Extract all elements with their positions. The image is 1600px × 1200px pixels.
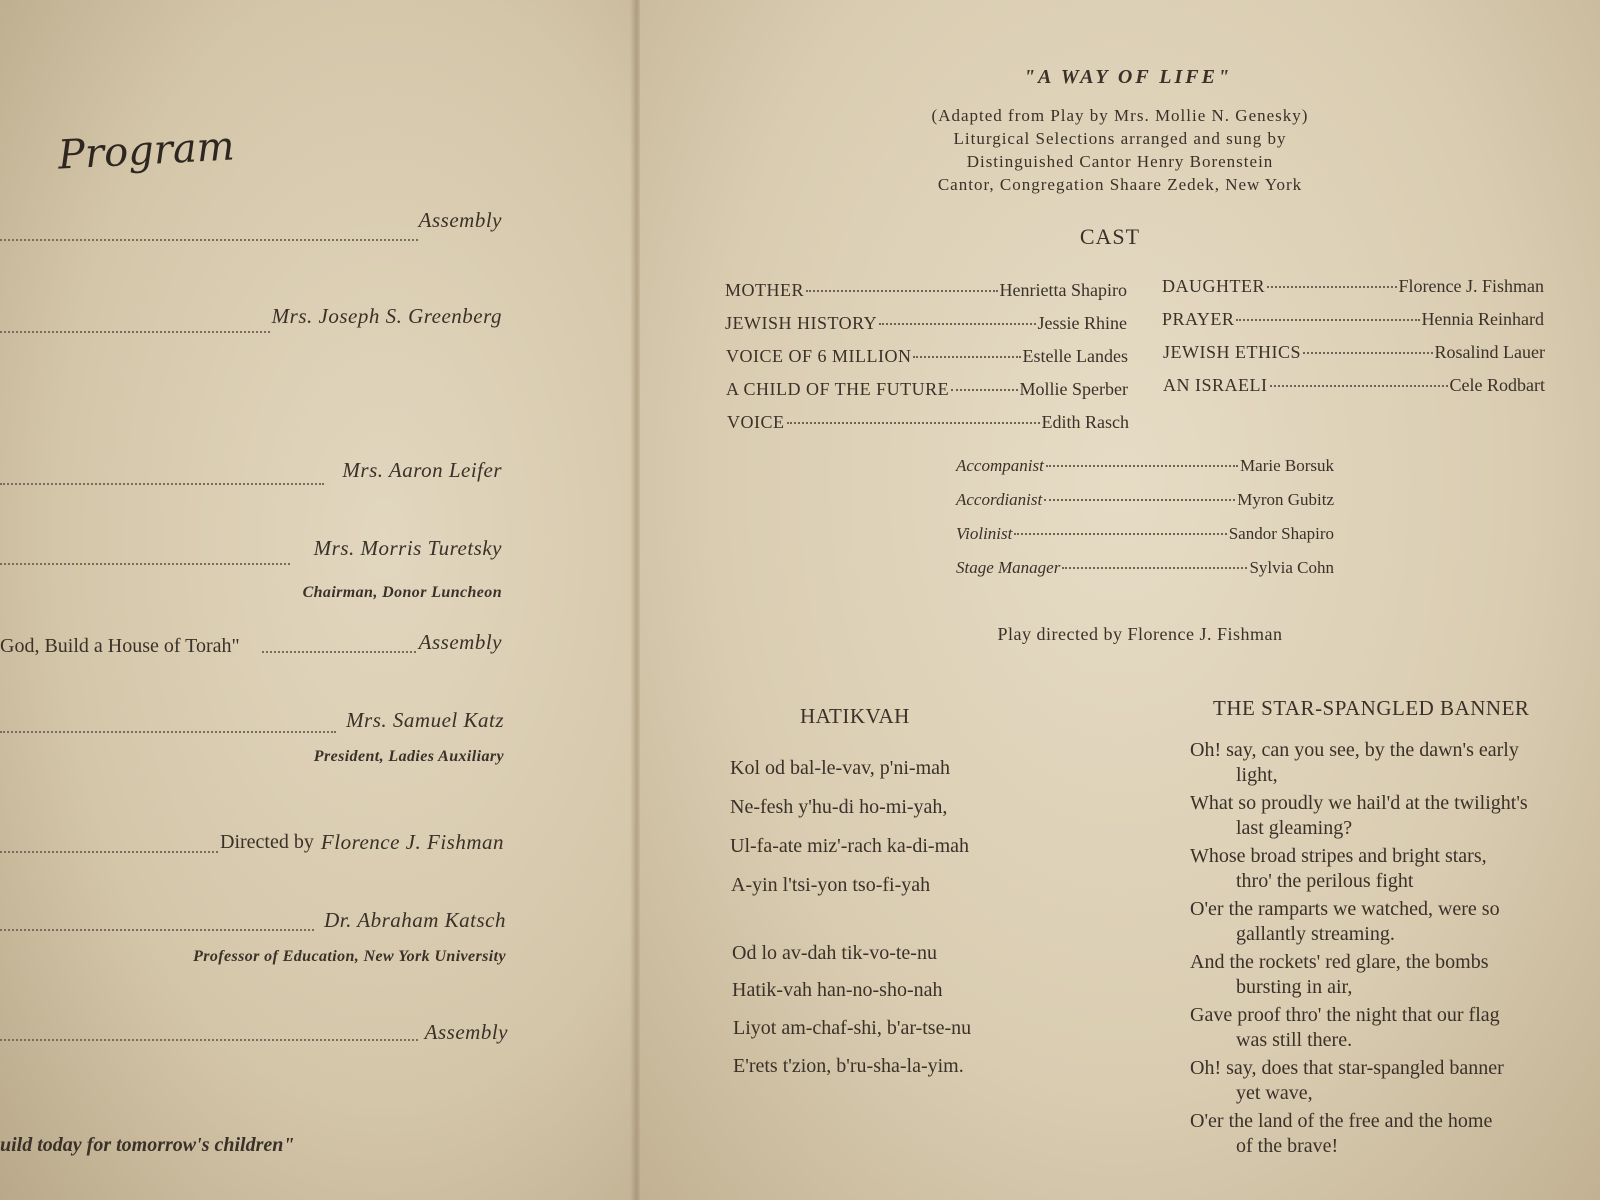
crew-entry: [956, 558, 1334, 578]
hatikvah-title: HATIKVAH: [800, 704, 910, 728]
footer-quote: uild today for tomorrow's children": [0, 1134, 295, 1156]
crew-role: Accompanist: [956, 456, 1044, 475]
leader-dots: [1014, 533, 1226, 535]
leader-dots: [806, 290, 998, 292]
anthem-line: last gleaming?: [1236, 817, 1353, 839]
credit-line: Liturgical Selections arranged and sung by: [953, 129, 1287, 148]
anthem-lyrics: [1190, 738, 1572, 1159]
cast-role: VOICE OF 6 MILLION: [726, 346, 912, 366]
cast-name: Jessie Rhine: [1037, 313, 1127, 333]
program-performer: Mrs. Joseph S. Greenberg: [271, 304, 502, 328]
crew-role: Violinist: [956, 524, 1013, 543]
leader-dots: [1062, 567, 1247, 569]
credit-line: Distinguished Cantor Henry Borenstein: [966, 152, 1274, 171]
play-title: "A WAY OF LIFE": [1023, 66, 1233, 88]
program-subtitle: President, Ladies Auxiliary: [313, 748, 504, 765]
hatikvah-line: E'rets t'zion, b'ru-sha-la-yim.: [733, 1055, 964, 1077]
leader-dots: [0, 330, 270, 333]
anthem-line: And the rockets' red glare, the bombs: [1190, 951, 1489, 973]
leader-dots: [879, 323, 1035, 325]
cast-name: Mollie Sperber: [1019, 379, 1128, 399]
credits-block: [860, 104, 1380, 196]
leader-dots: [0, 850, 218, 853]
cast-entry: [1162, 276, 1544, 297]
anthem-line: O'er the land of the free and the home: [1190, 1110, 1493, 1132]
anthem-line: yet wave,: [1236, 1082, 1313, 1104]
leader-dots: [1044, 499, 1235, 501]
hatikvah-line: Hatik-vah han-no-sho-nah: [732, 979, 943, 1001]
cast-entry: [1163, 375, 1545, 396]
program-performer: Mrs. Aaron Leifer: [342, 458, 502, 482]
anthem-line: Gave proof thro' the night that our flag: [1190, 1004, 1500, 1026]
program-title: God, Build a House of Torah": [0, 635, 240, 657]
crew-role: Stage Manager: [956, 558, 1061, 577]
anthem-line: was still there.: [1236, 1029, 1353, 1051]
program-performer: Mrs. Samuel Katz: [346, 708, 504, 732]
anthem-line: O'er the ramparts we watched, were so: [1190, 898, 1500, 920]
crew-entry: [956, 490, 1334, 510]
leader-dots: [0, 928, 314, 931]
leader-dots: [913, 356, 1020, 358]
credit-line: Cantor, Congregation Shaare Zedek, New York: [937, 175, 1303, 194]
cast-name: Rosalind Lauer: [1434, 342, 1545, 362]
leader-dots: [1270, 385, 1448, 387]
crew-name: Sylvia Cohn: [1249, 558, 1334, 577]
leader-dots: [0, 730, 336, 733]
cast-name: Hennia Reinhard: [1421, 309, 1544, 329]
cast-entry: [727, 412, 1129, 433]
program-subtitle: Chairman, Donor Luncheon: [302, 584, 502, 601]
crew-name: Sandor Shapiro: [1228, 524, 1334, 543]
program-performer: Assembly: [418, 630, 502, 654]
program-performer: Dr. Abraham Katsch: [324, 908, 506, 932]
anthem-title: THE STAR-SPANGLED BANNER: [1213, 696, 1530, 720]
anthem-line: thro' the perilous fight: [1236, 870, 1414, 892]
hatikvah-line: Ul-fa-ate miz'-rach ka-di-mah: [730, 835, 970, 857]
anthem-line: What so proudly we hail'd at the twilight's: [1190, 792, 1528, 814]
cast-entry: [726, 379, 1128, 400]
anthem-line: of the brave!: [1236, 1135, 1339, 1157]
leader-dots: [0, 562, 290, 565]
right-page: [640, 0, 1600, 1200]
program-performer: Assembly: [418, 208, 502, 232]
cast-role: JEWISH ETHICS: [1163, 342, 1301, 362]
anthem-line: Oh! say, can you see, by the dawn's early: [1190, 739, 1519, 761]
credit-line: (Adapted from Play by Mrs. Mollie N. Genesky): [931, 106, 1309, 125]
cast-name: Florence J. Fishman: [1398, 276, 1544, 296]
program-subtitle: Professor of Education, New York University: [193, 948, 506, 965]
crew-role: Accordianist: [956, 490, 1043, 509]
leader-dots: [1267, 286, 1397, 288]
crew-entry: [956, 524, 1334, 544]
crew-name: Marie Borsuk: [1240, 456, 1334, 475]
cast-name: Estelle Landes: [1022, 346, 1128, 366]
program-performer: Florence J. Fishman: [320, 830, 504, 854]
crew-entry: [956, 456, 1334, 476]
leader-dots: [787, 422, 1040, 424]
anthem-line: gallantly streaming.: [1236, 923, 1395, 945]
cast-role: JEWISH HISTORY: [725, 313, 878, 333]
program-prefix: Directed by: [220, 831, 314, 853]
anthem-line: bursting in air,: [1236, 976, 1353, 998]
cast-entry: [1163, 342, 1545, 363]
cast-role: VOICE: [727, 412, 785, 432]
program-performer: Assembly: [424, 1020, 508, 1044]
leader-dots: [1236, 319, 1419, 321]
hatikvah-line: Od lo av-dah tik-vo-te-nu: [732, 942, 937, 964]
cast-role: A CHILD OF THE FUTURE: [726, 379, 950, 399]
program-heading: Program: [56, 123, 236, 179]
cast-name: Henrietta Shapiro: [999, 280, 1127, 300]
leader-dots: [0, 482, 324, 485]
leader-dots: [262, 650, 416, 653]
left-page: [0, 0, 640, 1200]
crew-name: Myron Gubitz: [1237, 490, 1334, 509]
director-line: Play directed by Florence J. Fishman: [997, 624, 1283, 644]
leader-dots: [0, 1038, 418, 1041]
cast-entry: [725, 280, 1127, 301]
cast-entry: [725, 313, 1127, 334]
anthem-line: light,: [1236, 764, 1278, 786]
hatikvah-line: A-yin l'tsi-yon tso-fi-yah: [731, 874, 931, 896]
cast-entry: [726, 346, 1128, 367]
leader-dots: [1046, 465, 1238, 467]
cast-role: MOTHER: [725, 280, 804, 300]
cast-role: PRAYER: [1162, 309, 1235, 329]
cast-role: AN ISRAELI: [1163, 375, 1268, 395]
hatikvah-line: Kol od bal-le-vav, p'ni-mah: [730, 757, 951, 779]
hatikvah-line: Ne-fesh y'hu-di ho-mi-yah,: [730, 796, 948, 818]
leader-dots: [1303, 352, 1433, 354]
anthem-line: Oh! say, does that star-spangled banner: [1190, 1057, 1504, 1079]
cast-name: Edith Rasch: [1041, 412, 1129, 432]
cast-entry: [1162, 309, 1544, 330]
cast-heading: CAST: [1079, 224, 1141, 249]
cast-name: Cele Rodbart: [1449, 375, 1545, 395]
leader-dots: [951, 389, 1017, 391]
cast-role: DAUGHTER: [1162, 276, 1265, 296]
program-performer: Mrs. Morris Turetsky: [313, 536, 502, 560]
anthem-line: Whose broad stripes and bright stars,: [1190, 845, 1487, 867]
hatikvah-line: Liyot am-chaf-shi, b'ar-tse-nu: [733, 1017, 972, 1039]
leader-dots: [0, 238, 418, 241]
